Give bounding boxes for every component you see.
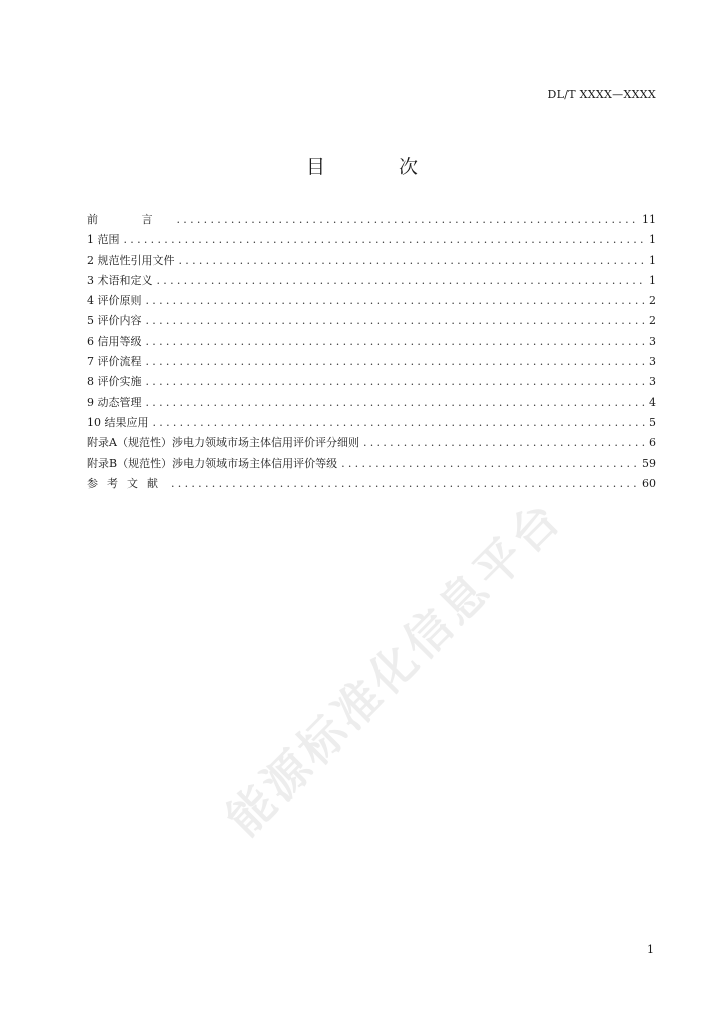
toc-item-label: 参考文献	[87, 476, 167, 490]
toc-leader-dots	[146, 393, 646, 413]
toc-item-label: 4 评价原则	[87, 294, 142, 308]
toc-item-appendix-a[interactable]	[87, 433, 656, 453]
toc-item-normative-references[interactable]	[87, 251, 656, 271]
toc-leader-dots	[177, 210, 639, 230]
toc-item-label: 8 评价实施	[87, 375, 142, 389]
toc-item-terms-definitions[interactable]	[87, 271, 656, 291]
toc-item-label: 2 规范性引用文件	[87, 253, 175, 267]
watermark-text: 能源标准化信息平台	[216, 489, 573, 847]
toc-leader-dots	[153, 413, 646, 433]
toc-item-page: 2	[649, 314, 656, 328]
toc-item-page: 59	[642, 456, 656, 470]
toc-item-page: 2	[649, 294, 656, 308]
toc-item-label: 3 术语和定义	[87, 273, 153, 287]
toc-leader-dots	[146, 311, 646, 331]
toc-item-evaluation-implementation[interactable]	[87, 372, 656, 392]
toc-item-credit-grades[interactable]	[87, 332, 656, 352]
toc-item-page: 11	[642, 213, 656, 226]
toc-item-label: 9 动态管理	[87, 395, 142, 409]
toc-leader-dots	[363, 433, 645, 453]
toc-title: 目 次	[305, 156, 453, 178]
toc-leader-dots	[146, 291, 646, 311]
toc-item-label: 1 范围	[87, 233, 120, 247]
toc-leader-dots	[146, 372, 646, 392]
toc-item-label: 前 言	[87, 213, 173, 226]
document-code: DL/T XXXX—XXXX	[547, 88, 656, 101]
toc-item-dynamic-management[interactable]	[87, 393, 656, 413]
page-number: 1	[647, 943, 654, 956]
toc-leader-dots	[171, 474, 638, 494]
toc-leader-dots	[341, 454, 638, 474]
toc-item-label: 6 信用等级	[87, 334, 142, 348]
toc-item-label: 5 评价内容	[87, 314, 142, 328]
toc-item-page: 1	[649, 253, 656, 267]
table-of-contents	[87, 210, 656, 494]
toc-item-page: 1	[649, 233, 656, 247]
toc-leader-dots	[146, 352, 646, 372]
toc-item-page: 3	[649, 375, 656, 389]
toc-item-label: 7 评价流程	[87, 355, 142, 369]
toc-leader-dots	[124, 230, 646, 250]
toc-item-page: 3	[649, 355, 656, 369]
toc-item-label: 附录B（规范性）涉电力领域市场主体信用评价等级	[87, 456, 338, 470]
toc-item-page: 1	[649, 273, 656, 287]
toc-item-page: 4	[649, 395, 656, 409]
toc-item-evaluation-content[interactable]	[87, 311, 656, 331]
toc-leader-dots	[179, 251, 646, 271]
toc-item-label: 附录A（规范性）涉电力领域市场主体信用评价评分细则	[87, 436, 359, 450]
toc-item-foreword[interactable]	[87, 210, 656, 230]
toc-item-scope[interactable]	[87, 230, 656, 250]
toc-item-page: 3	[649, 334, 656, 348]
toc-item-bibliography[interactable]	[87, 474, 656, 494]
toc-item-evaluation-principles[interactable]	[87, 291, 656, 311]
toc-item-result-application[interactable]	[87, 413, 656, 433]
toc-item-label: 10 结果应用	[87, 415, 149, 429]
toc-leader-dots	[157, 271, 646, 291]
toc-item-page: 60	[642, 476, 656, 490]
toc-item-page: 6	[649, 436, 656, 450]
toc-item-appendix-b[interactable]	[87, 454, 656, 474]
toc-leader-dots	[146, 332, 646, 352]
toc-item-evaluation-process[interactable]	[87, 352, 656, 372]
toc-item-page: 5	[649, 415, 656, 429]
